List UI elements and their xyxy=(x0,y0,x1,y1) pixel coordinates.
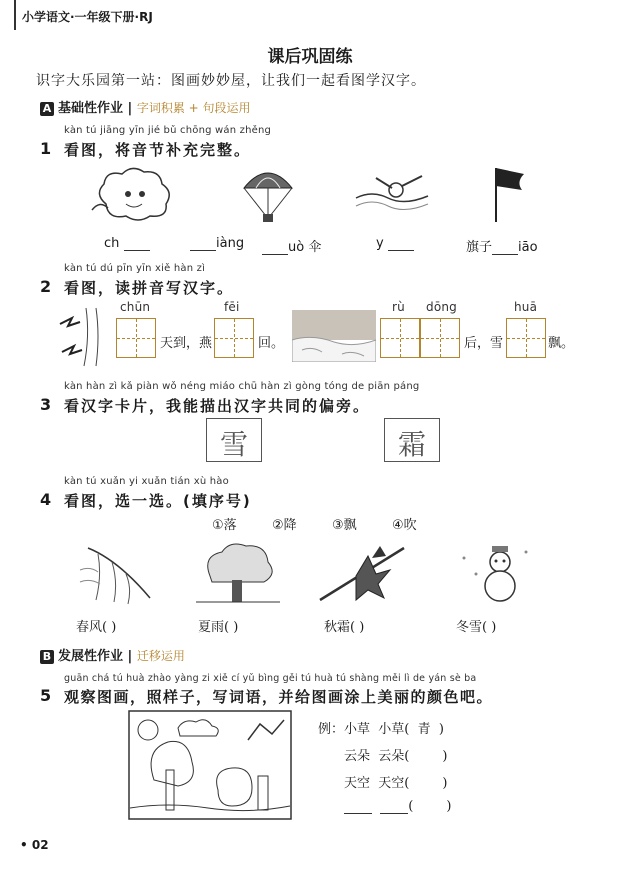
autumn-frost-illustration xyxy=(316,540,408,606)
q5-example-answer: 青 xyxy=(417,722,431,737)
q2-box-dong[interactable] xyxy=(420,318,460,358)
section-a-title: 基础性作业 xyxy=(58,101,124,116)
q4-season-spring[interactable]: 春风( ) xyxy=(76,620,117,635)
q2-text-3: 后，雪 xyxy=(464,336,504,351)
section-b-subtitle: 迁移运用 xyxy=(136,649,185,663)
q4-choice-2: ②降 xyxy=(272,518,297,533)
hanzi-card-shuang[interactable]: 霜 xyxy=(384,418,440,462)
q1-text: 看图，将音节补充完整。 xyxy=(64,141,252,159)
q2-box-ru[interactable] xyxy=(380,318,420,358)
q3-text: 看汉字卡片，我能描出汉字共同的偏旁。 xyxy=(64,397,371,415)
q2-text: 看图，读拼音写汉字。 xyxy=(64,279,235,297)
q2-text-4: 飘。 xyxy=(548,336,575,351)
q2-number: 2 xyxy=(40,277,52,296)
q4-season-winter[interactable]: 冬雪( ) xyxy=(456,620,497,635)
intro-text: 识字大乐园第一站：图画妙妙屋，让我们一起看图学汉字。 xyxy=(36,73,426,89)
q2-pinyin: kàn tú dú pīn yīn xiě hàn zì xyxy=(64,263,206,274)
q1-blank-2[interactable] xyxy=(190,238,216,251)
q2-pinyin-dong: dōng xyxy=(426,300,457,314)
section-a-heading: A 基础性作业 | 字词积累 + 句段运用 xyxy=(40,97,251,116)
q2-pinyin-fei: fēi xyxy=(224,300,240,314)
header-rule xyxy=(14,0,16,30)
q5-row-example: 例：小草 小草( 青 ) xyxy=(318,722,444,737)
q4-number: 4 xyxy=(40,490,52,509)
q5-row-blank[interactable]: ( ) xyxy=(344,799,451,814)
section-b-badge: B xyxy=(40,650,54,664)
coloring-picture[interactable] xyxy=(128,710,292,820)
q4-pinyin: kàn tú xuǎn yi xuǎn tián xù hào xyxy=(64,476,229,487)
q1-blank-1[interactable] xyxy=(124,238,150,251)
swallows-willow-illustration xyxy=(56,306,112,368)
section-b-heading: B 发展性作业 | 迁移运用 xyxy=(40,645,185,664)
q5-blank-word-1[interactable] xyxy=(344,801,372,814)
flag-illustration xyxy=(488,164,528,224)
q2-box-chun[interactable] xyxy=(116,318,156,358)
summer-rain-illustration xyxy=(196,540,280,606)
q1-pinyin: kàn tú jiāng yīn jié bǔ chōng wán zhěng xyxy=(64,125,272,136)
q1-answer-4: y xyxy=(376,236,414,251)
q1-blank-4[interactable] xyxy=(388,238,414,251)
q1-answer-3: uò 伞 xyxy=(262,236,321,255)
q5-row-sky[interactable]: 天空 天空( ) xyxy=(344,776,448,791)
snowy-field-illustration xyxy=(292,310,376,362)
cloud-illustration xyxy=(86,164,176,226)
section-a-subtitle: 字词积累 + 句段运用 xyxy=(136,101,251,115)
q1-blank-3[interactable] xyxy=(262,242,288,255)
swimmer-illustration xyxy=(352,168,432,220)
q1-answer-2: iàng xyxy=(190,236,244,251)
q5-row-cloud[interactable]: 云朵 云朵( ) xyxy=(344,749,448,764)
q5-number: 5 xyxy=(40,686,52,705)
hanzi-card-xue[interactable]: 雪 xyxy=(206,418,262,462)
page-title: 课后巩固练 xyxy=(267,47,353,67)
q4-choice-3: ③飘 xyxy=(332,518,357,533)
q5-pinyin: guān chá tú huà zhào yàng zi xiě cí yǔ bìng gěi tú huà tú shàng měi lì de yán sè ba xyxy=(64,673,477,684)
q2-pinyin-ru: rù xyxy=(392,300,405,314)
q2-box-fei[interactable] xyxy=(214,318,254,358)
q5-text: 观察图画，照样子，写词语，并给图画涂上美丽的颜色吧。 xyxy=(64,688,494,706)
q4-choice-1: ①落 xyxy=(212,518,237,533)
q2-pinyin-chun: chūn xyxy=(120,300,151,314)
parachute-illustration xyxy=(240,164,296,226)
q1-number: 1 xyxy=(40,139,52,158)
q5-blank-word-2[interactable] xyxy=(380,801,408,814)
q2-text-2: 回。 xyxy=(258,336,285,351)
page-number: • 02 xyxy=(20,838,49,852)
q3-number: 3 xyxy=(40,395,52,414)
winter-snow-illustration xyxy=(456,540,536,606)
q4-season-autumn[interactable]: 秋霜( ) xyxy=(324,620,365,635)
section-a-badge: A xyxy=(40,102,54,116)
q1-blank-5[interactable] xyxy=(492,242,518,255)
q4-text: 看图，选一选。(填序号) xyxy=(64,492,252,510)
q4-season-summer[interactable]: 夏雨( ) xyxy=(198,620,239,635)
q2-pinyin-hua: huā xyxy=(514,300,538,314)
q1-answer-5: 旗子 iāo xyxy=(466,240,538,255)
q2-text-1: 天到，燕 xyxy=(160,336,213,351)
spring-wind-illustration xyxy=(78,540,158,606)
q4-choice-4: ④吹 xyxy=(392,518,417,533)
q1-answer-1: ch xyxy=(104,236,150,251)
section-b-title: 发展性作业 xyxy=(58,649,124,664)
q2-box-hua[interactable] xyxy=(506,318,546,358)
q3-pinyin: kàn hàn zì kǎ piàn wǒ néng miáo chū hàn zì gòng tóng de piān páng xyxy=(64,381,420,392)
book-title: 小学语文·一年级下册·RJ xyxy=(22,10,153,24)
